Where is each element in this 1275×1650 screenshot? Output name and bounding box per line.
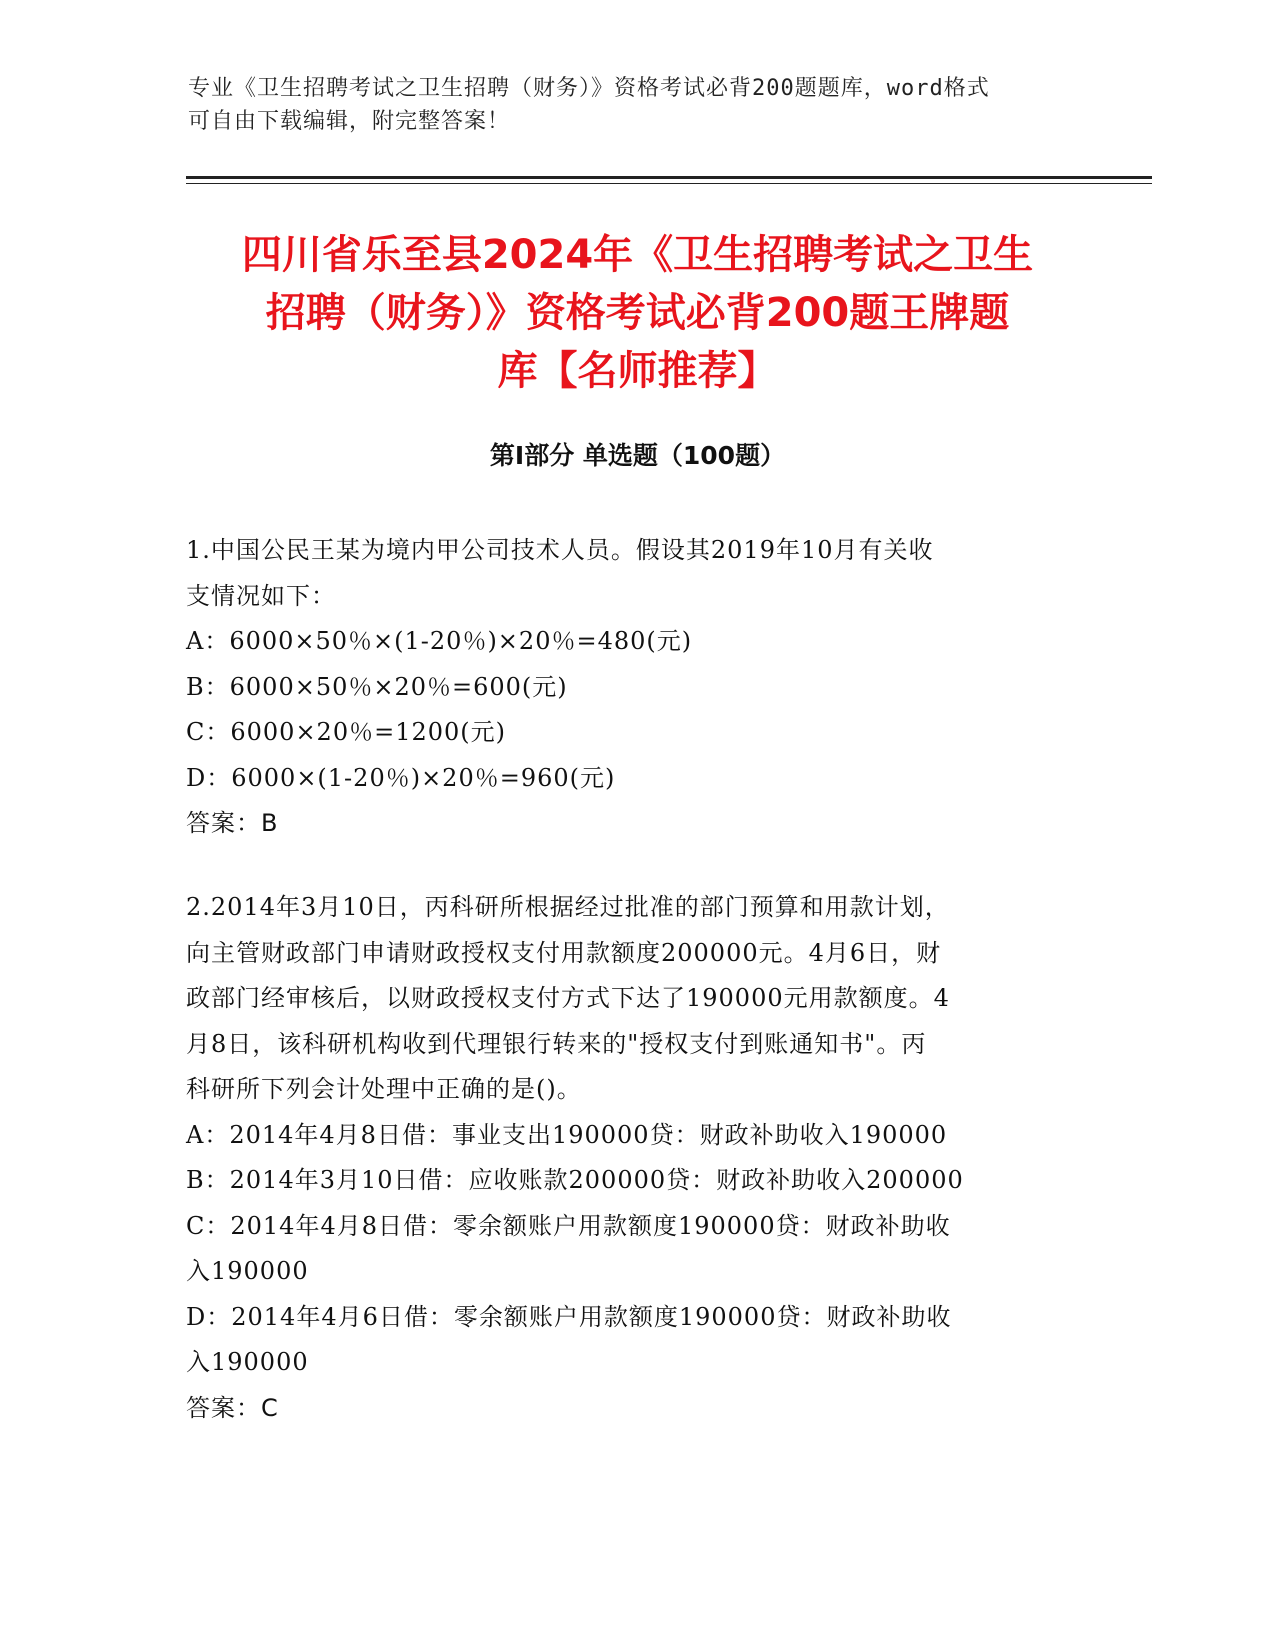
question-2 — [186, 885, 1066, 1431]
option-b: B：2014年3月10日借：应收账款200000贷：财政补助收入200000 — [186, 1166, 964, 1194]
question-stem-line: 月8日，该科研机构收到代理银行转来的"授权支付到账通知书"。丙 — [186, 1029, 927, 1058]
header-divider-thick — [186, 176, 1152, 179]
option-c-continued: 入190000 — [186, 1257, 309, 1285]
question-stem-line: 1.中国公民王某为境内甲公司技术人员。假设其2019年10月有关收 — [186, 536, 934, 564]
option-d-continued: 入190000 — [186, 1348, 309, 1376]
answer: 答案：B — [186, 809, 279, 837]
title-line: 招聘（财务）》资格考试必背200题王牌题 — [265, 290, 1010, 336]
question-stem-line: 2.2014年3月10日，丙科研所根据经过批准的部门预算和用款计划， — [186, 893, 950, 921]
header-note-line: 可自由下载编辑，附完整答案！ — [188, 109, 511, 134]
option-d: D：2014年4月6日借：零余额账户用款额度190000贷：财政补助收 — [186, 1302, 952, 1331]
question-stem-line: 政部门经审核后，以财政授权支付方式下达了190000元用款额度。4 — [186, 984, 950, 1012]
header-divider-thin — [186, 183, 1152, 184]
title-line: 库【名师推荐】 — [497, 348, 778, 394]
option-d: D：6000×(1-20％)×20％=960(元) — [186, 763, 616, 792]
option-b: B：6000×50％×20％=600(元) — [186, 672, 568, 701]
question-stem-line: 科研所下列会计处理中正确的是()。 — [186, 1075, 582, 1103]
question-stem-line: 向主管财政部门申请财政授权支付用款额度200000元。4月6日，财 — [186, 938, 942, 967]
answer: 答案：C — [186, 1393, 279, 1422]
document-title — [180, 226, 1095, 400]
option-a: A：2014年4月8日借：事业支出190000贷：财政补助收入190000 — [186, 1120, 948, 1149]
option-c: C：6000×20％=1200(元) — [186, 718, 507, 746]
question-1 — [186, 528, 1066, 847]
question-stem-line: 支情况如下： — [186, 581, 336, 610]
header-note-line: 专业《卫生招聘考试之卫生招聘（财务）》资格考试必背200题题库，word格式 — [188, 76, 990, 101]
title-line: 四川省乐至县2024年《卫生招聘考试之卫生 — [241, 232, 1034, 278]
option-a: A：6000×50％×(1-20％)×20％=480(元) — [186, 627, 693, 655]
section-heading: 第Ⅰ部分 单选题（100题） — [489, 441, 786, 470]
header-note — [188, 72, 1068, 138]
option-c: C：2014年4月8日借：零余额账户用款额度190000贷：财政补助收 — [186, 1211, 951, 1240]
